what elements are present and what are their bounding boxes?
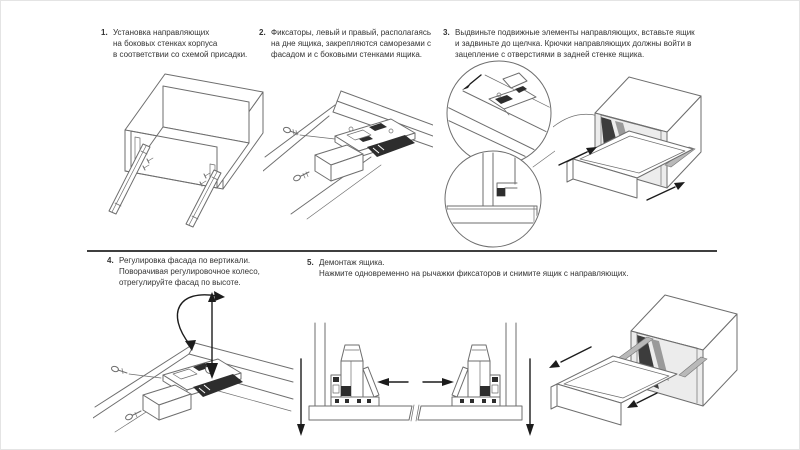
remove-arrow-right xyxy=(526,359,534,436)
screw-icon xyxy=(125,411,141,421)
rotate-wheel-arrow xyxy=(177,291,225,351)
step-text-line: Фиксаторы, левый и правый, располагаясь xyxy=(271,28,432,37)
illustration-step5-levers xyxy=(293,293,538,445)
step-text-line: на дне ящика, закрепляются саморезами с xyxy=(271,39,432,48)
step-number: 2. xyxy=(259,28,266,37)
illustration-step2-fixator xyxy=(263,81,433,239)
step-2-text xyxy=(259,27,431,60)
step-text-line: Поворачивая регулировочное колесо, xyxy=(119,267,260,276)
step-number: 1. xyxy=(101,28,108,37)
screw-icon xyxy=(111,365,161,378)
step-text-line: Регулировка фасада по вертикали. xyxy=(119,256,251,265)
remove-arrow-left xyxy=(297,359,305,436)
illustration-step1-cabinet xyxy=(93,71,283,236)
step-number: 3. xyxy=(443,28,450,37)
drawer-bottom xyxy=(309,405,522,421)
step-text-line: Выдвиньте подвижные элементы направляющих, вставьте ящик xyxy=(455,28,695,37)
step-text-line: Демонтаж ящика. xyxy=(319,258,385,267)
cabinet-body xyxy=(125,74,263,189)
section-divider xyxy=(87,250,717,252)
illustration-step5-remove xyxy=(539,289,789,444)
detail-circle-latch xyxy=(441,61,553,165)
step-text-line: и задвиньте до щелчка. Крючки направляющих должны войти в xyxy=(455,39,692,48)
detail-circle-hook xyxy=(445,151,555,247)
illustration-step4-adjustment xyxy=(93,287,298,447)
step-text-line: Нажмите одновременно на рычажки фиксаторов и снимите ящик с направляющих. xyxy=(319,269,629,278)
vertical-adjust-arrow xyxy=(206,292,218,379)
buffer-block xyxy=(315,145,363,181)
step-1-text xyxy=(101,27,247,60)
step-text-line: зацепление с отверстиями в задней стенке ящика. xyxy=(455,50,645,59)
step-5-text xyxy=(307,257,629,279)
press-arrow-left xyxy=(377,378,408,386)
step-text-line: в соответствии со схемой присадки. xyxy=(113,50,248,59)
step-text-line: фасадом и с боковыми стенками ящика. xyxy=(271,50,422,59)
pull-arrow-left xyxy=(549,347,591,368)
screw-icon xyxy=(293,172,309,182)
step-text-line: Установка направляющих xyxy=(113,28,210,37)
illustration-step3-insert xyxy=(553,61,743,243)
fixator-right xyxy=(452,345,500,406)
step-text-line: отрегулируйте фасад по высоте. xyxy=(119,278,241,287)
step-number: 4. xyxy=(107,256,114,265)
step-number: 5. xyxy=(307,258,314,267)
fixator-left xyxy=(331,345,379,406)
step-4-text xyxy=(107,255,260,288)
step-3-text xyxy=(443,27,695,60)
illustration-step3-details xyxy=(437,57,555,249)
step-text-line: на боковых стенках корпуса xyxy=(113,39,218,48)
press-arrow-right xyxy=(423,378,454,386)
buffer-block xyxy=(143,385,191,420)
